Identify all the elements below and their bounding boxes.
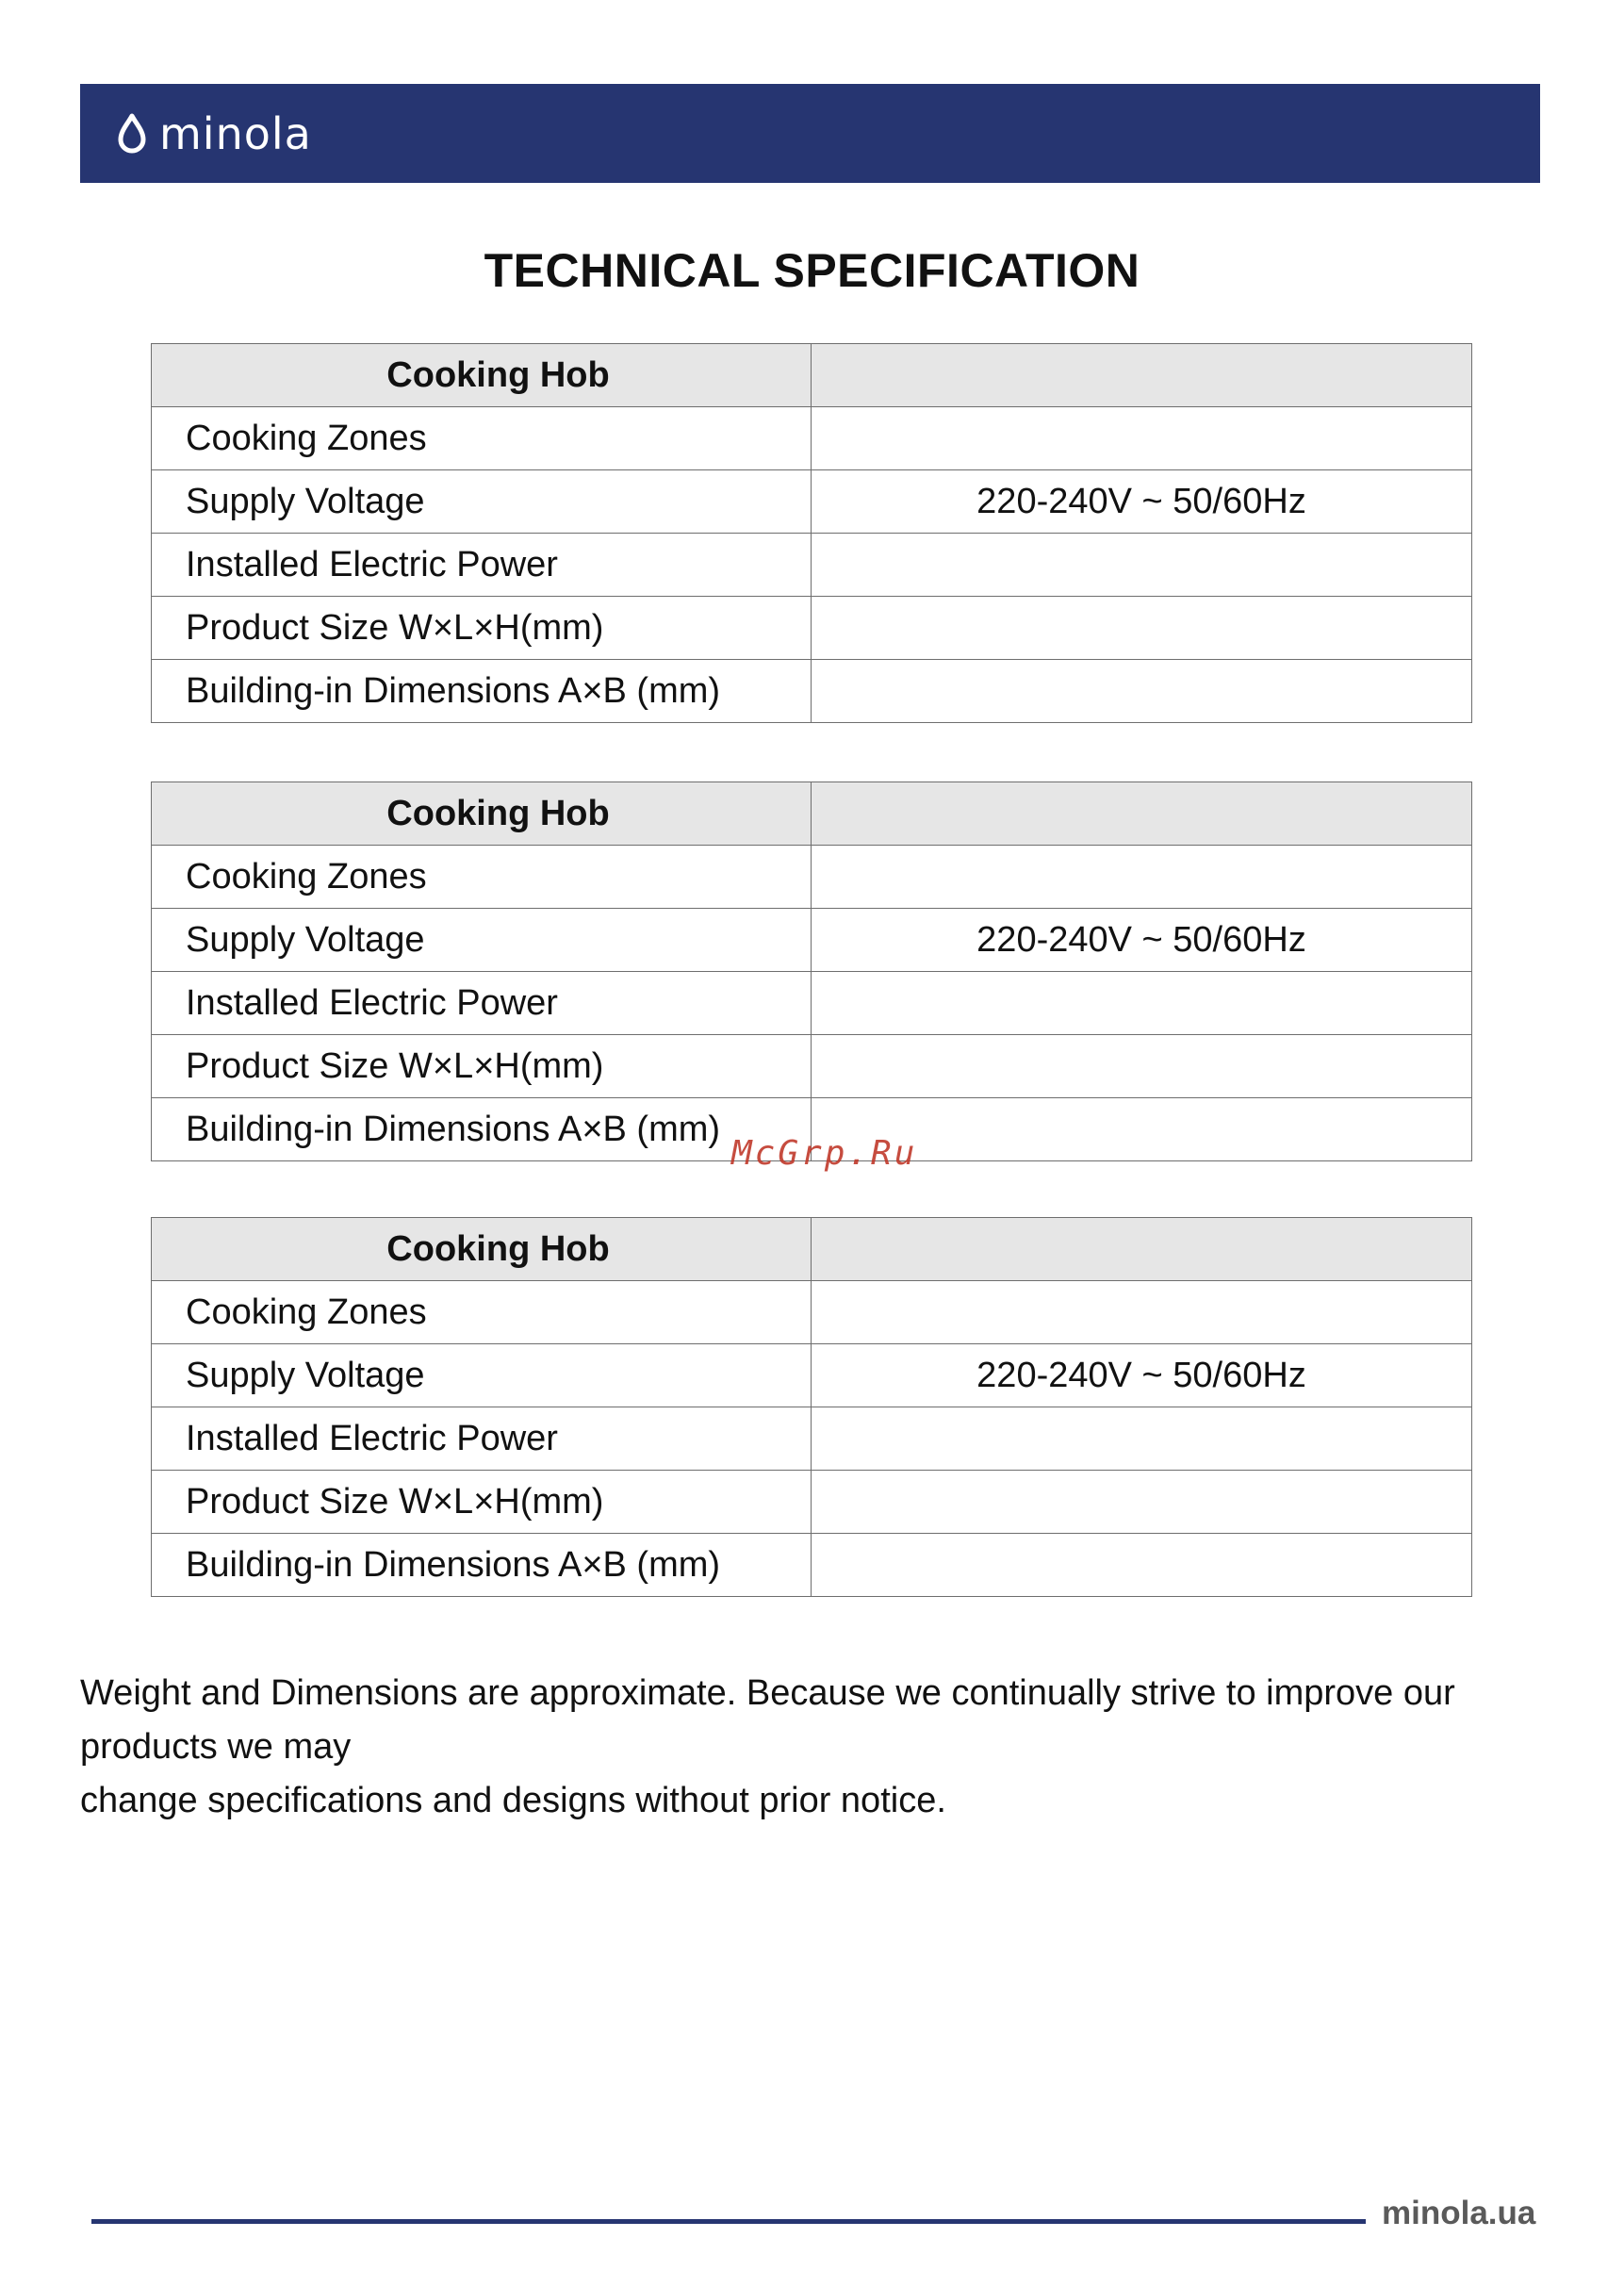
table-header-row xyxy=(152,1218,1472,1281)
footer-divider xyxy=(91,2219,1366,2224)
table-row xyxy=(152,660,1472,723)
row-label: Supply Voltage xyxy=(152,909,812,972)
watermark: McGrp.Ru xyxy=(731,1134,918,1173)
row-value xyxy=(812,972,1472,1035)
spec-table xyxy=(151,782,1472,1161)
row-label: Supply Voltage xyxy=(152,470,812,534)
brand-logo[interactable] xyxy=(116,106,312,162)
table-row xyxy=(152,909,1472,972)
spec-table xyxy=(151,1217,1472,1597)
table-row xyxy=(152,1534,1472,1597)
row-label: Installed Electric Power xyxy=(152,1407,812,1471)
table-header-row xyxy=(152,344,1472,407)
table-row xyxy=(152,1407,1472,1471)
disclaimer-line-1: Weight and Dimensions are approximate. Because we continually strive to improve our products we may xyxy=(80,1673,1455,1767)
row-label: Cooking Zones xyxy=(152,1281,812,1344)
flame-icon xyxy=(116,113,148,155)
table-row xyxy=(152,597,1472,660)
row-value: 220-240V ~ 50/60Hz xyxy=(812,909,1472,972)
table-header-value xyxy=(812,344,1472,407)
row-label: Product Size W×L×H(mm) xyxy=(152,1035,812,1098)
row-label: Installed Electric Power xyxy=(152,534,812,597)
row-value xyxy=(812,1035,1472,1098)
header-bar xyxy=(80,84,1540,183)
table-row xyxy=(152,972,1472,1035)
row-value xyxy=(812,846,1472,909)
row-value xyxy=(812,1407,1472,1471)
page-title: TECHNICAL SPECIFICATION xyxy=(484,244,1140,297)
table-header-label: Cooking Hob xyxy=(152,782,812,846)
row-label: Building-in Dimensions A×B (mm) xyxy=(152,660,812,723)
table-row xyxy=(152,1344,1472,1407)
table-row xyxy=(152,1035,1472,1098)
spec-table xyxy=(151,343,1472,723)
brand-name: minola xyxy=(159,107,312,159)
row-value xyxy=(812,1281,1472,1344)
footer-website-link[interactable]: minola.ua xyxy=(1382,2195,1536,2231)
row-label: Product Size W×L×H(mm) xyxy=(152,597,812,660)
table-row xyxy=(152,1281,1472,1344)
disclaimer-line-2: change specifications and designs without prior notice. xyxy=(80,1781,946,1820)
table-header-label: Cooking Hob xyxy=(152,1218,812,1281)
table-row xyxy=(152,846,1472,909)
row-label: Installed Electric Power xyxy=(152,972,812,1035)
table-header-value xyxy=(812,782,1472,846)
table-row xyxy=(152,534,1472,597)
row-value xyxy=(812,534,1472,597)
table-row xyxy=(152,1471,1472,1534)
row-label: Cooking Zones xyxy=(152,846,812,909)
row-label: Supply Voltage xyxy=(152,1344,812,1407)
row-value: 220-240V ~ 50/60Hz xyxy=(812,470,1472,534)
row-value xyxy=(812,1471,1472,1534)
table-row xyxy=(152,470,1472,534)
table-header-value xyxy=(812,1218,1472,1281)
table-header-label: Cooking Hob xyxy=(152,344,812,407)
row-value xyxy=(812,1534,1472,1597)
row-value xyxy=(812,407,1472,470)
row-value xyxy=(812,660,1472,723)
row-label: Building-in Dimensions A×B (mm) xyxy=(152,1534,812,1597)
disclaimer xyxy=(80,1667,1550,1828)
table-row xyxy=(152,407,1472,470)
table-header-row xyxy=(152,782,1472,846)
row-label: Building-in Dimensions A×B (mm) xyxy=(152,1098,812,1161)
row-label: Product Size W×L×H(mm) xyxy=(152,1471,812,1534)
row-label: Cooking Zones xyxy=(152,407,812,470)
row-value xyxy=(812,597,1472,660)
row-value: 220-240V ~ 50/60Hz xyxy=(812,1344,1472,1407)
